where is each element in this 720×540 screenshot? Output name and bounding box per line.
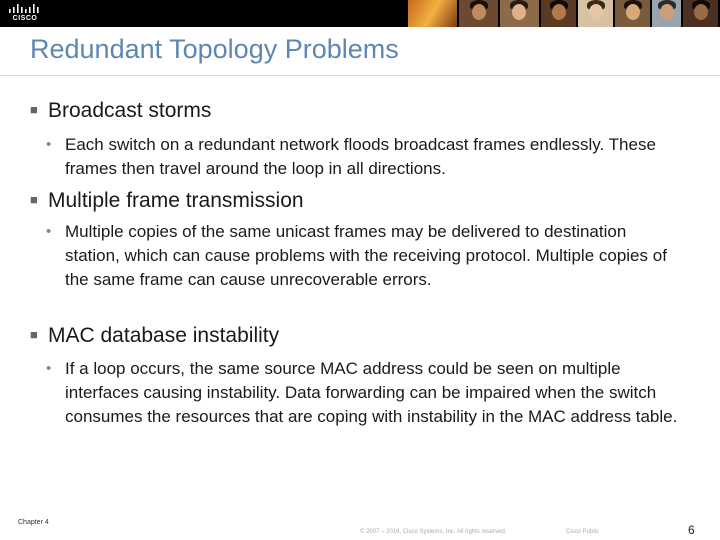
header-photo — [652, 0, 681, 27]
bullet-detail — [46, 220, 686, 316]
header-photo — [500, 0, 539, 27]
bullet-detail — [46, 133, 686, 181]
bullet-heading-text: Broadcast storms — [48, 99, 212, 122]
header-bar — [0, 0, 720, 27]
bullet-heading-text: MAC database instability — [48, 324, 280, 347]
header-photo — [615, 0, 650, 27]
cisco-bars-icon — [8, 4, 42, 13]
logo-wordmark: CISCO — [12, 15, 38, 22]
header-photo — [683, 0, 718, 27]
bullet-detail-text: Multiple copies of the same unicast frames may be delivered to destination station, which can cause problems with the receiving protocol. Multiple copies of the same frame can cause unrecoverable errors. — [65, 222, 667, 289]
square-bullet-icon: ■ — [30, 102, 38, 117]
bullet-detail-text: If a loop occurs, the same source MAC address could be seen on multiple interfaces causing instability. Data forwarding can be impaired when the switch consumes the resources that are coping with instability in the MAC address table. — [65, 359, 678, 426]
header-photo — [578, 0, 613, 27]
slide-title: Redundant Topology Problems — [30, 34, 399, 64]
header-photo — [541, 0, 576, 27]
cisco-logo — [8, 4, 42, 24]
bullet-detail — [46, 357, 686, 453]
classification-label: Cisco Public — [566, 529, 600, 535]
dot-bullet-icon: • — [46, 136, 52, 153]
square-bullet-icon: ■ — [30, 327, 38, 342]
header-photo — [459, 0, 498, 27]
bullet-detail-text: Each switch on a redundant network floods broadcast frames endlessly. These frames then travel around the loop in all directions. — [65, 135, 656, 178]
title-divider — [0, 75, 720, 76]
copyright-text: © 2007 – 2016, Cisco Systems, Inc. All rights reserved. — [360, 529, 507, 535]
dot-bullet-icon: • — [46, 360, 52, 377]
header-photo — [408, 0, 457, 27]
bullet-heading — [30, 189, 304, 213]
header-photo-strip — [408, 0, 720, 27]
chapter-label: Chapter 4 — [18, 519, 49, 526]
bullet-heading — [30, 324, 279, 348]
bullet-heading — [30, 99, 211, 123]
page-number: 6 — [688, 523, 695, 537]
square-bullet-icon: ■ — [30, 192, 38, 207]
bullet-heading-text: Multiple frame transmission — [48, 189, 304, 212]
dot-bullet-icon: • — [46, 223, 52, 240]
